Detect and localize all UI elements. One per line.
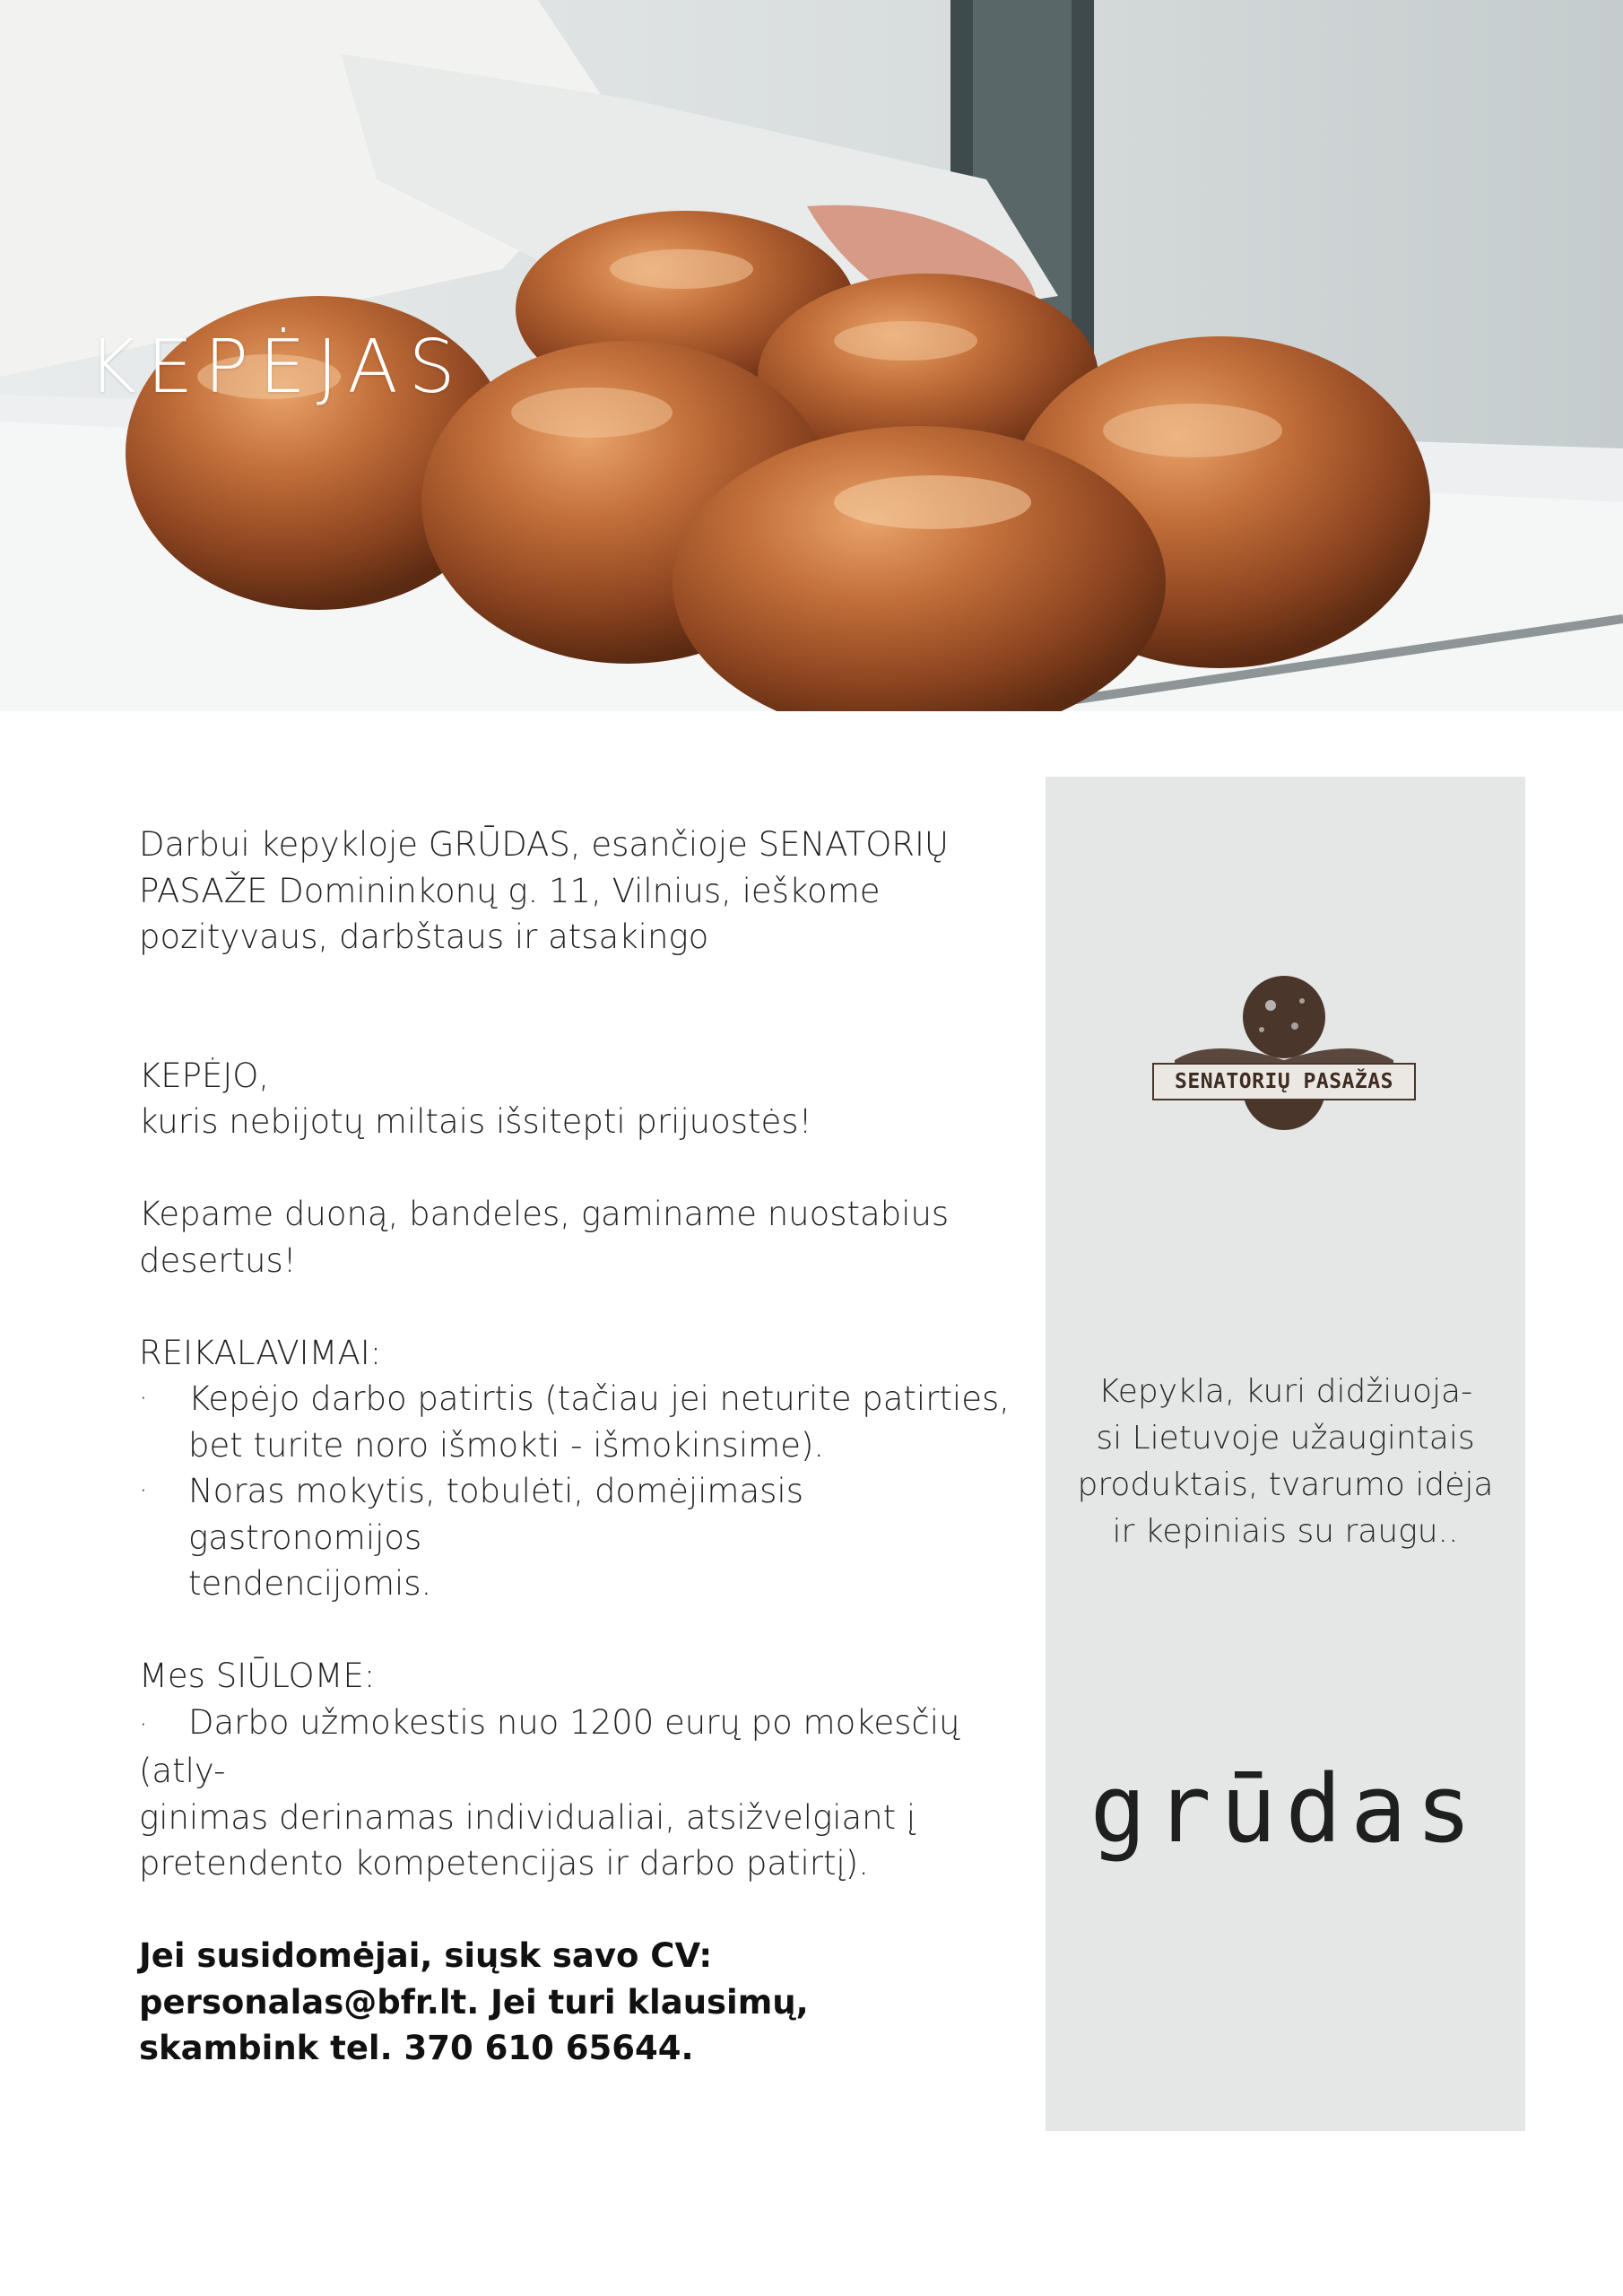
hero-photo [0,0,1623,711]
offer-heading: Mes SIŪLOME: [139,1657,376,1695]
about-line: Kepame duoną, bandeles, gaminame nuostabius [139,1195,950,1233]
bullet-icon: · [139,1709,148,1741]
offer-line [139,1700,1018,1795]
about-line: desertus! [139,1240,297,1280]
offer-line: ginimas derinamas individualiai, atsižvelgiant į [139,1797,916,1837]
cta-line: skambink tel. 370 610 65644. [139,2029,694,2067]
description-line: produktais, tvarumo idėja [1077,1466,1494,1503]
offer-line: pretendento kompetencijas ir darbo patirtį). [139,1844,869,1883]
cta-line: Jei susidomėjai, siųsk savo CV: [139,1936,713,1975]
page-title: KEPĖJAS [88,325,466,410]
intro-line: Darbui kepykloje GRŪDAS, esančioje SENATORIŲ [139,825,950,864]
senatoriu-pasazas-logo [1150,974,1419,1153]
requirement-line: Noras mokytis, tobulėti, domėjimasis gastronomijos [188,1472,803,1557]
grudas-logo: grūdas [1089,1754,1481,1864]
requirement-line: Kepėjo darbo patirtis (tačiau jei neturite patirties, [188,1379,1011,1418]
description-line: Kepykla, kuri didžiuoja- [1098,1373,1473,1410]
requirement-line: tendencijomis. [188,1564,432,1603]
requirements-heading: REIKALAVIMAI: [139,1333,382,1372]
bullet-icon: · [139,1475,148,1507]
role-subtitle: kuris nebijotų miltais išsitepti prijuostės! [139,1102,812,1141]
sidebar-panel [1046,777,1525,2131]
cta-line: personalas@bfr.lt. Jei turi klausimų, [139,1982,809,2022]
bullet-icon: · [139,1383,148,1414]
requirement-item [139,1376,1018,1468]
offer-line-text: Darbo užmokestis nuo 1200 eurų po mokesčių (atly- [139,1702,960,1790]
logo-text: SENATORIŲ PASAŽAS [1175,1070,1393,1093]
requirement-item [139,1468,1018,1607]
intro-line: PASAŽE Domininkonų g. 11, Vilnius, ieškome [139,871,881,910]
requirement-line: bet turite noro išmokti - išmokinsime). [188,1425,825,1465]
logo-emblem-icon [1150,974,1419,1153]
description-line: ir kepiniais su raugu.. [1112,1513,1459,1550]
description-line: si Lietuvoje užaugintais [1096,1420,1475,1457]
job-description [139,822,1018,2072]
role-title: KEPĖJO, [139,1056,270,1095]
offer-item [139,1700,1018,1887]
intro-line: pozityvaus, darbštaus ir atsakingo [139,918,709,956]
bakery-description [1072,1369,1498,1555]
